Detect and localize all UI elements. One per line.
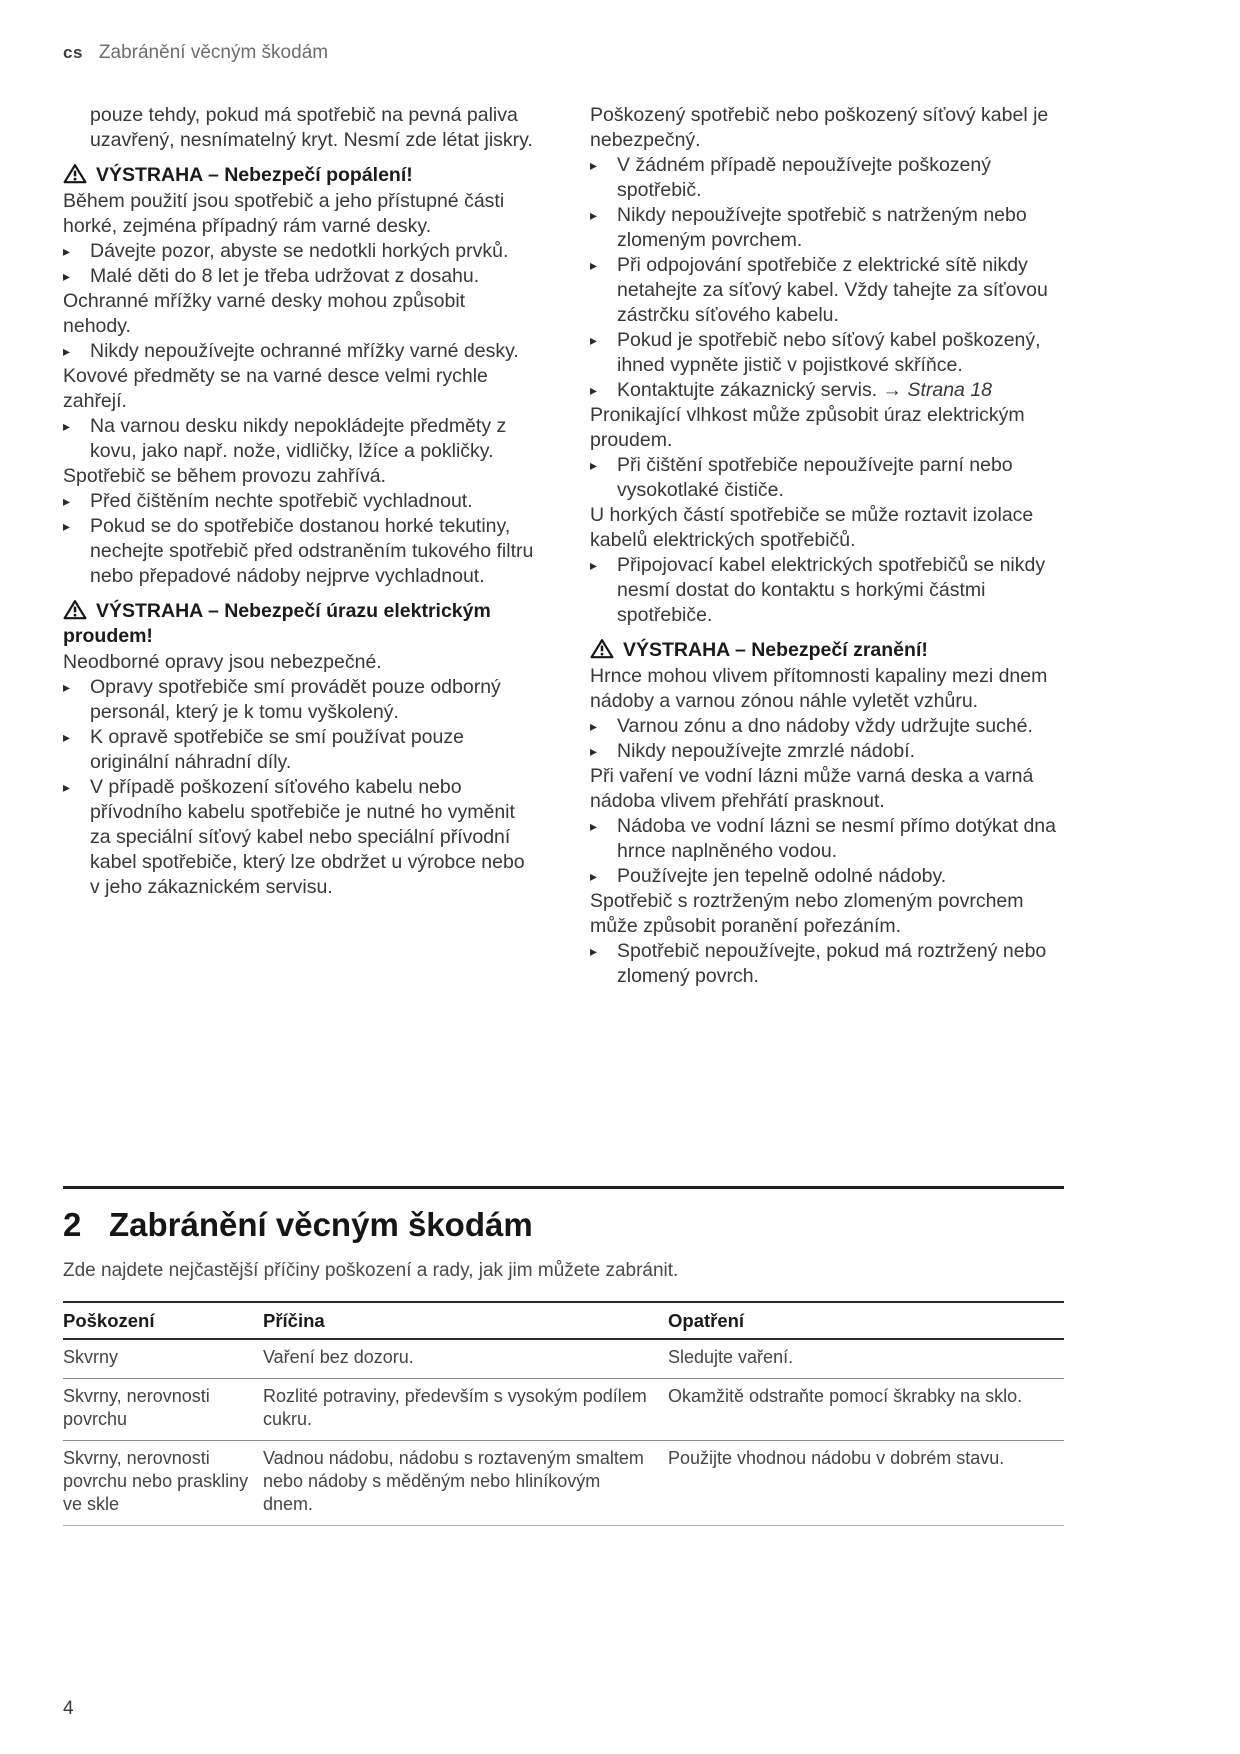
list-item-text: Připojovací kabel elektrických spotřebičů se nikdy nesmí dostat do kontaktu s horkými částmi spotřebiče. (617, 554, 1046, 626)
list-item (63, 264, 537, 289)
paragraph: pouze tehdy, pokud má spotřebič na pevná paliva uzavřený, nesnímatelný kryt. Nesmí zde létat jiskry. (90, 104, 533, 151)
list-item-text: Nikdy nepoužívejte zmrzlé nádobí. (617, 740, 916, 762)
warning-heading-text: VÝSTRAHA – Nebezpečí zranění! (623, 639, 928, 661)
warning-heading-text: VÝSTRAHA – Nebezpečí popálení! (96, 164, 413, 186)
table-cell: Rozlité potraviny, především s vysokým podílem cukru. (263, 1379, 668, 1441)
bullet-triangle-icon: ▸ (590, 818, 598, 834)
list-item-text: Při čištění spotřebiče nepoužívejte parní nebo vysokotlaké čističe. (617, 454, 1013, 501)
paragraph: Hrnce mohou vlivem přítomnosti kapaliny mezi dnem nádoby a varnou zónou náhle vyletět vzhůru. (590, 665, 1048, 712)
table-cell: Skvrny (63, 1339, 263, 1379)
list-item (590, 939, 1064, 989)
table-cell: Sledujte vaření. (668, 1339, 1064, 1379)
table-cell: Vaření bez dozoru. (263, 1339, 668, 1379)
table-header-cell: Příčina (263, 1302, 668, 1339)
list-item-text: Varnou zónu a dno nádoby vždy udržujte suché. (617, 715, 1033, 737)
section-title: Zabránění věcným škodám (109, 1206, 533, 1243)
table-cell: Vadnou nádobu, nádobu s roztaveným smaltem nebo nádoby s měděným nebo hliníkovým dnem. (263, 1441, 668, 1526)
list-item-text: Opravy spotřebiče smí provádět pouze odborný personál, který je k tomu vyškolený. (90, 676, 501, 723)
list-item (590, 553, 1064, 628)
bullet-triangle-icon: ▸ (63, 729, 71, 745)
paragraph: Neodborné opravy jsou nebezpečné. (63, 651, 382, 673)
list-item (63, 775, 537, 900)
table-row (63, 1339, 1064, 1379)
bullet-triangle-icon: ▸ (590, 382, 598, 398)
bullet-triangle-icon: ▸ (63, 779, 71, 795)
paragraph: Kovové předměty se na varné desce velmi rychle zahřejí. (63, 365, 488, 412)
list-item-text: Používejte jen tepelně odolné nádoby. (617, 865, 947, 887)
left-column (63, 103, 537, 989)
section-divider (63, 1186, 1064, 1189)
list-item-text: Na varnou desku nikdy nepokládejte předměty z kovu, jako např. nože, vidličky, lžíce a pokličky. (90, 415, 507, 462)
list-item (63, 489, 537, 514)
list-item-text: Kontaktujte zákaznický servis. → Strana 18 (617, 379, 993, 401)
warning-heading-text: VÝSTRAHA – Nebezpečí úrazu elektrickým proudem! (63, 600, 491, 647)
right-column (590, 103, 1064, 989)
list-item (63, 339, 537, 364)
list-item (590, 203, 1064, 253)
warning-heading (63, 163, 537, 188)
table-row (63, 1441, 1064, 1526)
paragraph: Spotřebič se během provozu zahřívá. (63, 465, 387, 487)
list-item-text: V případě poškození síťového kabelu nebo přívodního kabelu spotřebiče je nutné ho vyměnit za speciální síťový kabel nebo speciální přívodní kabel spotřebiče, který lze obdržet u výrobce nebo v jeho zákaznickém servisu. (90, 776, 525, 898)
list-item-text: Dávejte pozor, abyste se nedotkli horkých prvků. (90, 240, 509, 262)
table-cell: Skvrny, nerovnosti povrchu nebo praskliny ve skle (63, 1441, 263, 1526)
table-header-cell: Poškození (63, 1302, 263, 1339)
bullet-triangle-icon: ▸ (590, 332, 598, 348)
list-item (590, 328, 1064, 378)
section-2 (63, 1186, 1064, 1526)
list-item (590, 253, 1064, 328)
list-item (63, 414, 537, 464)
list-item-text: Spotřebič nepoužívejte, pokud má roztržený nebo zlomený povrch. (617, 940, 1047, 987)
section-heading (63, 1206, 1064, 1244)
warning-triangle-icon (590, 638, 614, 659)
bullet-triangle-icon: ▸ (63, 343, 71, 359)
list-item (63, 239, 537, 264)
list-item-text: Před čištěním nechte spotřebič vychladnout. (90, 490, 473, 512)
paragraph: Ochranné mřížky varné desky mohou způsobit nehody. (63, 290, 466, 337)
bullet-triangle-icon: ▸ (590, 868, 598, 884)
list-item (63, 725, 537, 775)
damage-table-body (63, 1339, 1064, 1526)
paragraph: Pronikající vlhkost může způsobit úraz elektrickým proudem. (590, 404, 1025, 451)
list-item (63, 675, 537, 725)
bullet-triangle-icon: ▸ (590, 743, 598, 759)
page-number: 4 (63, 1698, 74, 1719)
bullet-triangle-icon: ▸ (63, 243, 71, 259)
table-row (63, 1379, 1064, 1441)
warning-triangle-icon (63, 163, 87, 184)
damage-table-header-row (63, 1302, 1064, 1339)
bullet-triangle-icon: ▸ (63, 679, 71, 695)
running-header (63, 42, 328, 64)
list-item-text: Malé děti do 8 let je třeba udržovat z dosahu. (90, 265, 480, 287)
list-item-text: Nikdy nepoužívejte spotřebič s natrženým nebo zlomeným povrchem. (617, 204, 1027, 251)
page-reference-link[interactable]: Strana 18 (907, 379, 993, 401)
table-cell: Skvrny, nerovnosti povrchu (63, 1379, 263, 1441)
bullet-triangle-icon: ▸ (63, 418, 71, 434)
bullet-triangle-icon: ▸ (590, 718, 598, 734)
running-header-title: Zabránění věcným škodám (98, 42, 329, 63)
bullet-triangle-icon: ▸ (590, 943, 598, 959)
list-item (590, 814, 1064, 864)
list-item (590, 739, 1064, 764)
section-number: 2 (63, 1206, 82, 1243)
bullet-triangle-icon: ▸ (63, 518, 71, 534)
list-item-text: Při odpojování spotřebiče z elektrické sítě nikdy netahejte za síťový kabel. Vždy tahejte za síťovou zástrčku síťového kabelu. (617, 254, 1048, 326)
paragraph: Poškozený spotřebič nebo poškozený síťový kabel je nebezpečný. (590, 104, 1049, 151)
list-item-text: Nikdy nepoužívejte ochranné mřížky varné desky. (90, 340, 519, 362)
warning-triangle-icon (63, 599, 87, 620)
list-item-text: V žádném případě nepoužívejte poškozený spotřebič. (617, 154, 991, 201)
bullet-triangle-icon: ▸ (590, 557, 598, 573)
list-item (590, 864, 1064, 889)
paragraph: Spotřebič s roztrženým nebo zlomeným povrchem může způsobit poranění pořezáním. (590, 890, 1024, 937)
two-column-text (63, 103, 1064, 989)
table-header-cell: Opatření (668, 1302, 1064, 1339)
bullet-triangle-icon: ▸ (63, 268, 71, 284)
list-item-text: Pokud je spotřebič nebo síťový kabel poškozený, ihned vypněte jistič v pojistkové skříňce. (617, 329, 1041, 376)
warning-heading (590, 638, 1064, 663)
table-cell: Okamžitě odstraňte pomocí škrabky na sklo. (668, 1379, 1064, 1441)
list-item (590, 453, 1064, 503)
list-item-text: K opravě spotřebiče se smí používat pouze originální náhradní díly. (90, 726, 464, 773)
list-item (590, 714, 1064, 739)
paragraph: Během použití jsou spotřebič a jeho přístupné části horké, zejména případný rám varné desky. (63, 190, 505, 237)
warning-heading (63, 599, 537, 649)
table-cell: Použijte vhodnou nádobu v dobrém stavu. (668, 1441, 1064, 1526)
bullet-triangle-icon: ▸ (590, 257, 598, 273)
list-item (590, 153, 1064, 203)
paragraph: U horkých částí spotřebiče se může roztavit izolace kabelů elektrických spotřebičů. (590, 504, 1034, 551)
damage-table (63, 1301, 1064, 1526)
paragraph: Při vaření ve vodní lázni může varná deska a varná nádoba vlivem přehřátí prasknout. (590, 765, 1034, 812)
bullet-triangle-icon: ▸ (590, 457, 598, 473)
bullet-triangle-icon: ▸ (63, 493, 71, 509)
language-code: cs (63, 43, 83, 62)
bullet-triangle-icon: ▸ (590, 207, 598, 223)
section-intro: Zde najdete nejčastější příčiny poškození a rady, jak jim můžete zabránit. (63, 1260, 679, 1281)
list-item-text: Nádoba ve vodní lázni se nesmí přímo dotýkat dna hrnce naplněného vodou. (617, 815, 1056, 862)
list-item (63, 514, 537, 589)
list-item (590, 378, 1064, 403)
list-item-text: Pokud se do spotřebiče dostanou horké tekutiny, nechejte spotřebič před odstraněním tukového filtru nebo přepadové nádoby nejprve vychladnout. (90, 515, 534, 587)
bullet-triangle-icon: ▸ (590, 157, 598, 173)
